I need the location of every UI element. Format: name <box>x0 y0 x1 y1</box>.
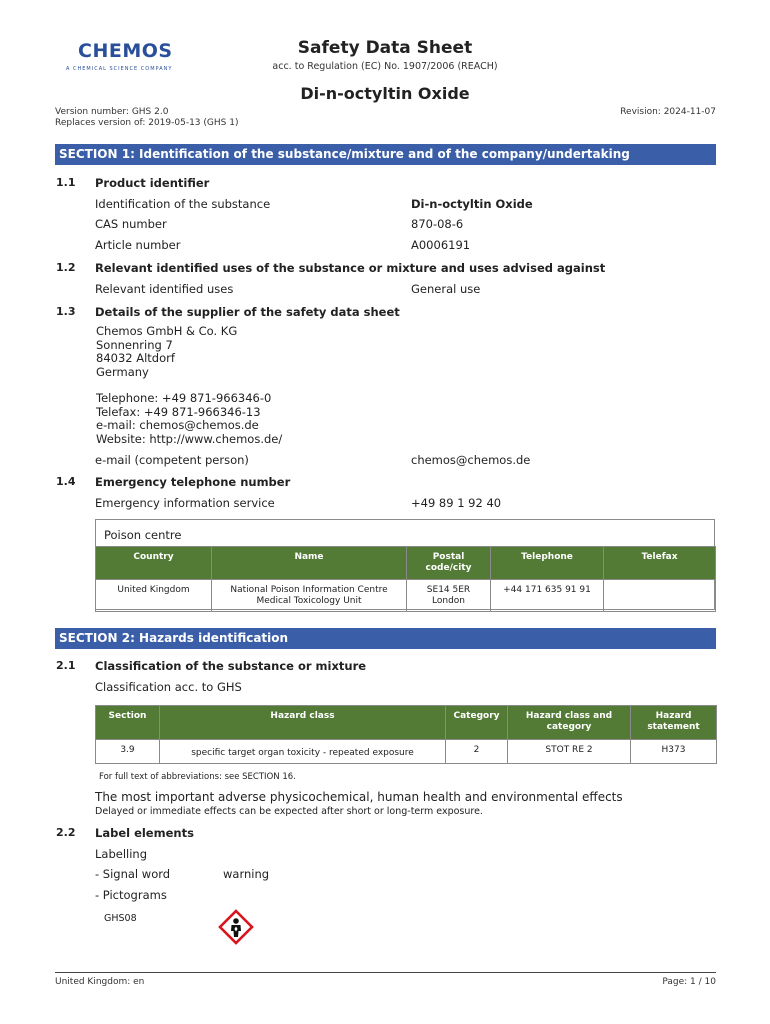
replaces-version: Replaces version of: 2019-05-13 (GHS 1) <box>55 118 239 128</box>
address-line: Germany <box>96 364 149 379</box>
document-subtitle: acc. to Regulation (EC) No. 1907/2006 (REACH) <box>272 61 498 72</box>
cell <box>604 580 716 612</box>
col-header: Country <box>96 547 212 580</box>
document-title: Safety Data Sheet <box>297 38 473 58</box>
poison-centre-title: Poison centre <box>104 528 182 542</box>
labelling-label: Labelling <box>95 847 148 861</box>
effects-text: Delayed or immediate effects can be expected after short or long-term exposure. <box>95 806 483 817</box>
pictograms-label: - Pictograms <box>95 888 167 902</box>
col-header: Telefax <box>604 547 716 580</box>
col-header: Hazard class <box>160 706 446 740</box>
section-number: 1.2 <box>56 261 76 274</box>
table-header-row <box>96 547 716 580</box>
classification-table <box>95 705 717 764</box>
section-1-header: SECTION 1: Identification of the substance/mixture and of the company/undertaking <box>55 144 716 165</box>
telephone: Telephone: +49 871-966346-0 <box>96 391 272 405</box>
subsection-title: Product identifier <box>95 176 210 190</box>
cell: +44 171 635 91 91 <box>491 580 604 612</box>
substance-title: Di-n-octyltin Oxide <box>300 84 470 103</box>
cell: STOT RE 2 <box>508 740 631 764</box>
col-header: Category <box>446 706 508 740</box>
section-number: 1.4 <box>56 475 76 488</box>
subsection-title: Label elements <box>95 826 194 840</box>
revision-date: Revision: 2024-11-07 <box>620 107 716 117</box>
article-number-value: A0006191 <box>411 238 471 252</box>
cas-number-value: 870-08-6 <box>411 217 464 231</box>
substance-name-value: Di-n-octyltin Oxide <box>411 197 533 211</box>
logo-tagline: A CHEMICAL SCIENCE COMPANY <box>66 66 173 72</box>
footer-locale: United Kingdom: en <box>55 977 145 987</box>
pictogram-code: GHS08 <box>104 913 137 924</box>
section-number: 2.1 <box>56 659 76 672</box>
cell: 3.9 <box>96 740 160 764</box>
subsection-title: Classification of the substance or mixture <box>95 659 367 673</box>
subsection-title: Emergency telephone number <box>95 475 291 489</box>
row-label: Article number <box>95 238 181 252</box>
identified-uses-value: General use <box>411 282 481 296</box>
row-label: CAS number <box>95 217 167 231</box>
abbreviations-footnote: For full text of abbreviations: see SECTION 16. <box>99 772 296 782</box>
emergency-phone-value: +49 89 1 92 40 <box>411 496 502 510</box>
col-header: Section <box>96 706 160 740</box>
footer-divider <box>55 972 716 973</box>
cell: United Kingdom <box>96 580 212 612</box>
health-hazard-pictogram-icon <box>218 909 254 945</box>
classification-subtitle: Classification acc. to GHS <box>95 680 242 694</box>
logo-text: CHEMOS <box>78 40 173 62</box>
cell: specific target organ toxicity - repeated exposure <box>160 740 446 764</box>
page-number: Page: 1 / 10 <box>662 977 716 987</box>
effects-title: The most important adverse physicochemical, human health and environmental effects <box>95 790 623 804</box>
row-label: e-mail (competent person) <box>95 453 249 467</box>
table-row <box>96 740 717 764</box>
col-header: Hazard statement <box>631 706 717 740</box>
section-number: 1.1 <box>56 176 76 189</box>
col-header: Hazard class and category <box>508 706 631 740</box>
row-label: Relevant identified uses <box>95 282 234 296</box>
cell: H373 <box>631 740 717 764</box>
signal-word-label: - Signal word <box>95 867 171 881</box>
signal-word-value: warning <box>223 867 270 881</box>
competent-email-link[interactable]: chemos@chemos.de <box>411 453 531 467</box>
section-number: 1.3 <box>56 305 76 318</box>
cell: National Poison Information Centre Medical Toxicology Unit <box>212 580 407 612</box>
row-label: Emergency information service <box>95 496 275 510</box>
address-line: 84032 Altdorf <box>96 351 175 365</box>
poison-centre-table <box>95 546 716 612</box>
col-header: Telephone <box>491 547 604 580</box>
section-2-header: SECTION 2: Hazards identification <box>55 628 716 649</box>
address-line: Chemos GmbH & Co. KG <box>96 324 238 338</box>
table-header-row <box>96 706 717 740</box>
email-link[interactable]: e-mail: chemos@chemos.de <box>96 418 259 432</box>
website-link[interactable]: Website: http://www.chemos.de/ <box>96 431 283 446</box>
section-number: 2.2 <box>56 826 76 839</box>
cell: SE14 5ER London <box>407 580 491 612</box>
cell: 2 <box>446 740 508 764</box>
row-label: Identification of the substance <box>95 197 271 211</box>
telefax: Telefax: +49 871-966346-13 <box>96 404 261 419</box>
supplier-contacts <box>96 392 282 446</box>
col-header: Postal code/city <box>407 547 491 580</box>
address-line: Sonnenring 7 <box>96 337 173 352</box>
supplier-address <box>96 325 237 379</box>
subsection-title: Details of the supplier of the safety data sheet <box>95 305 400 319</box>
col-header: Name <box>212 547 407 580</box>
subsection-title: Relevant identified uses of the substance or mixture and uses advised against <box>95 261 606 275</box>
version-number: Version number: GHS 2.0 <box>55 107 169 117</box>
table-row <box>96 580 716 612</box>
